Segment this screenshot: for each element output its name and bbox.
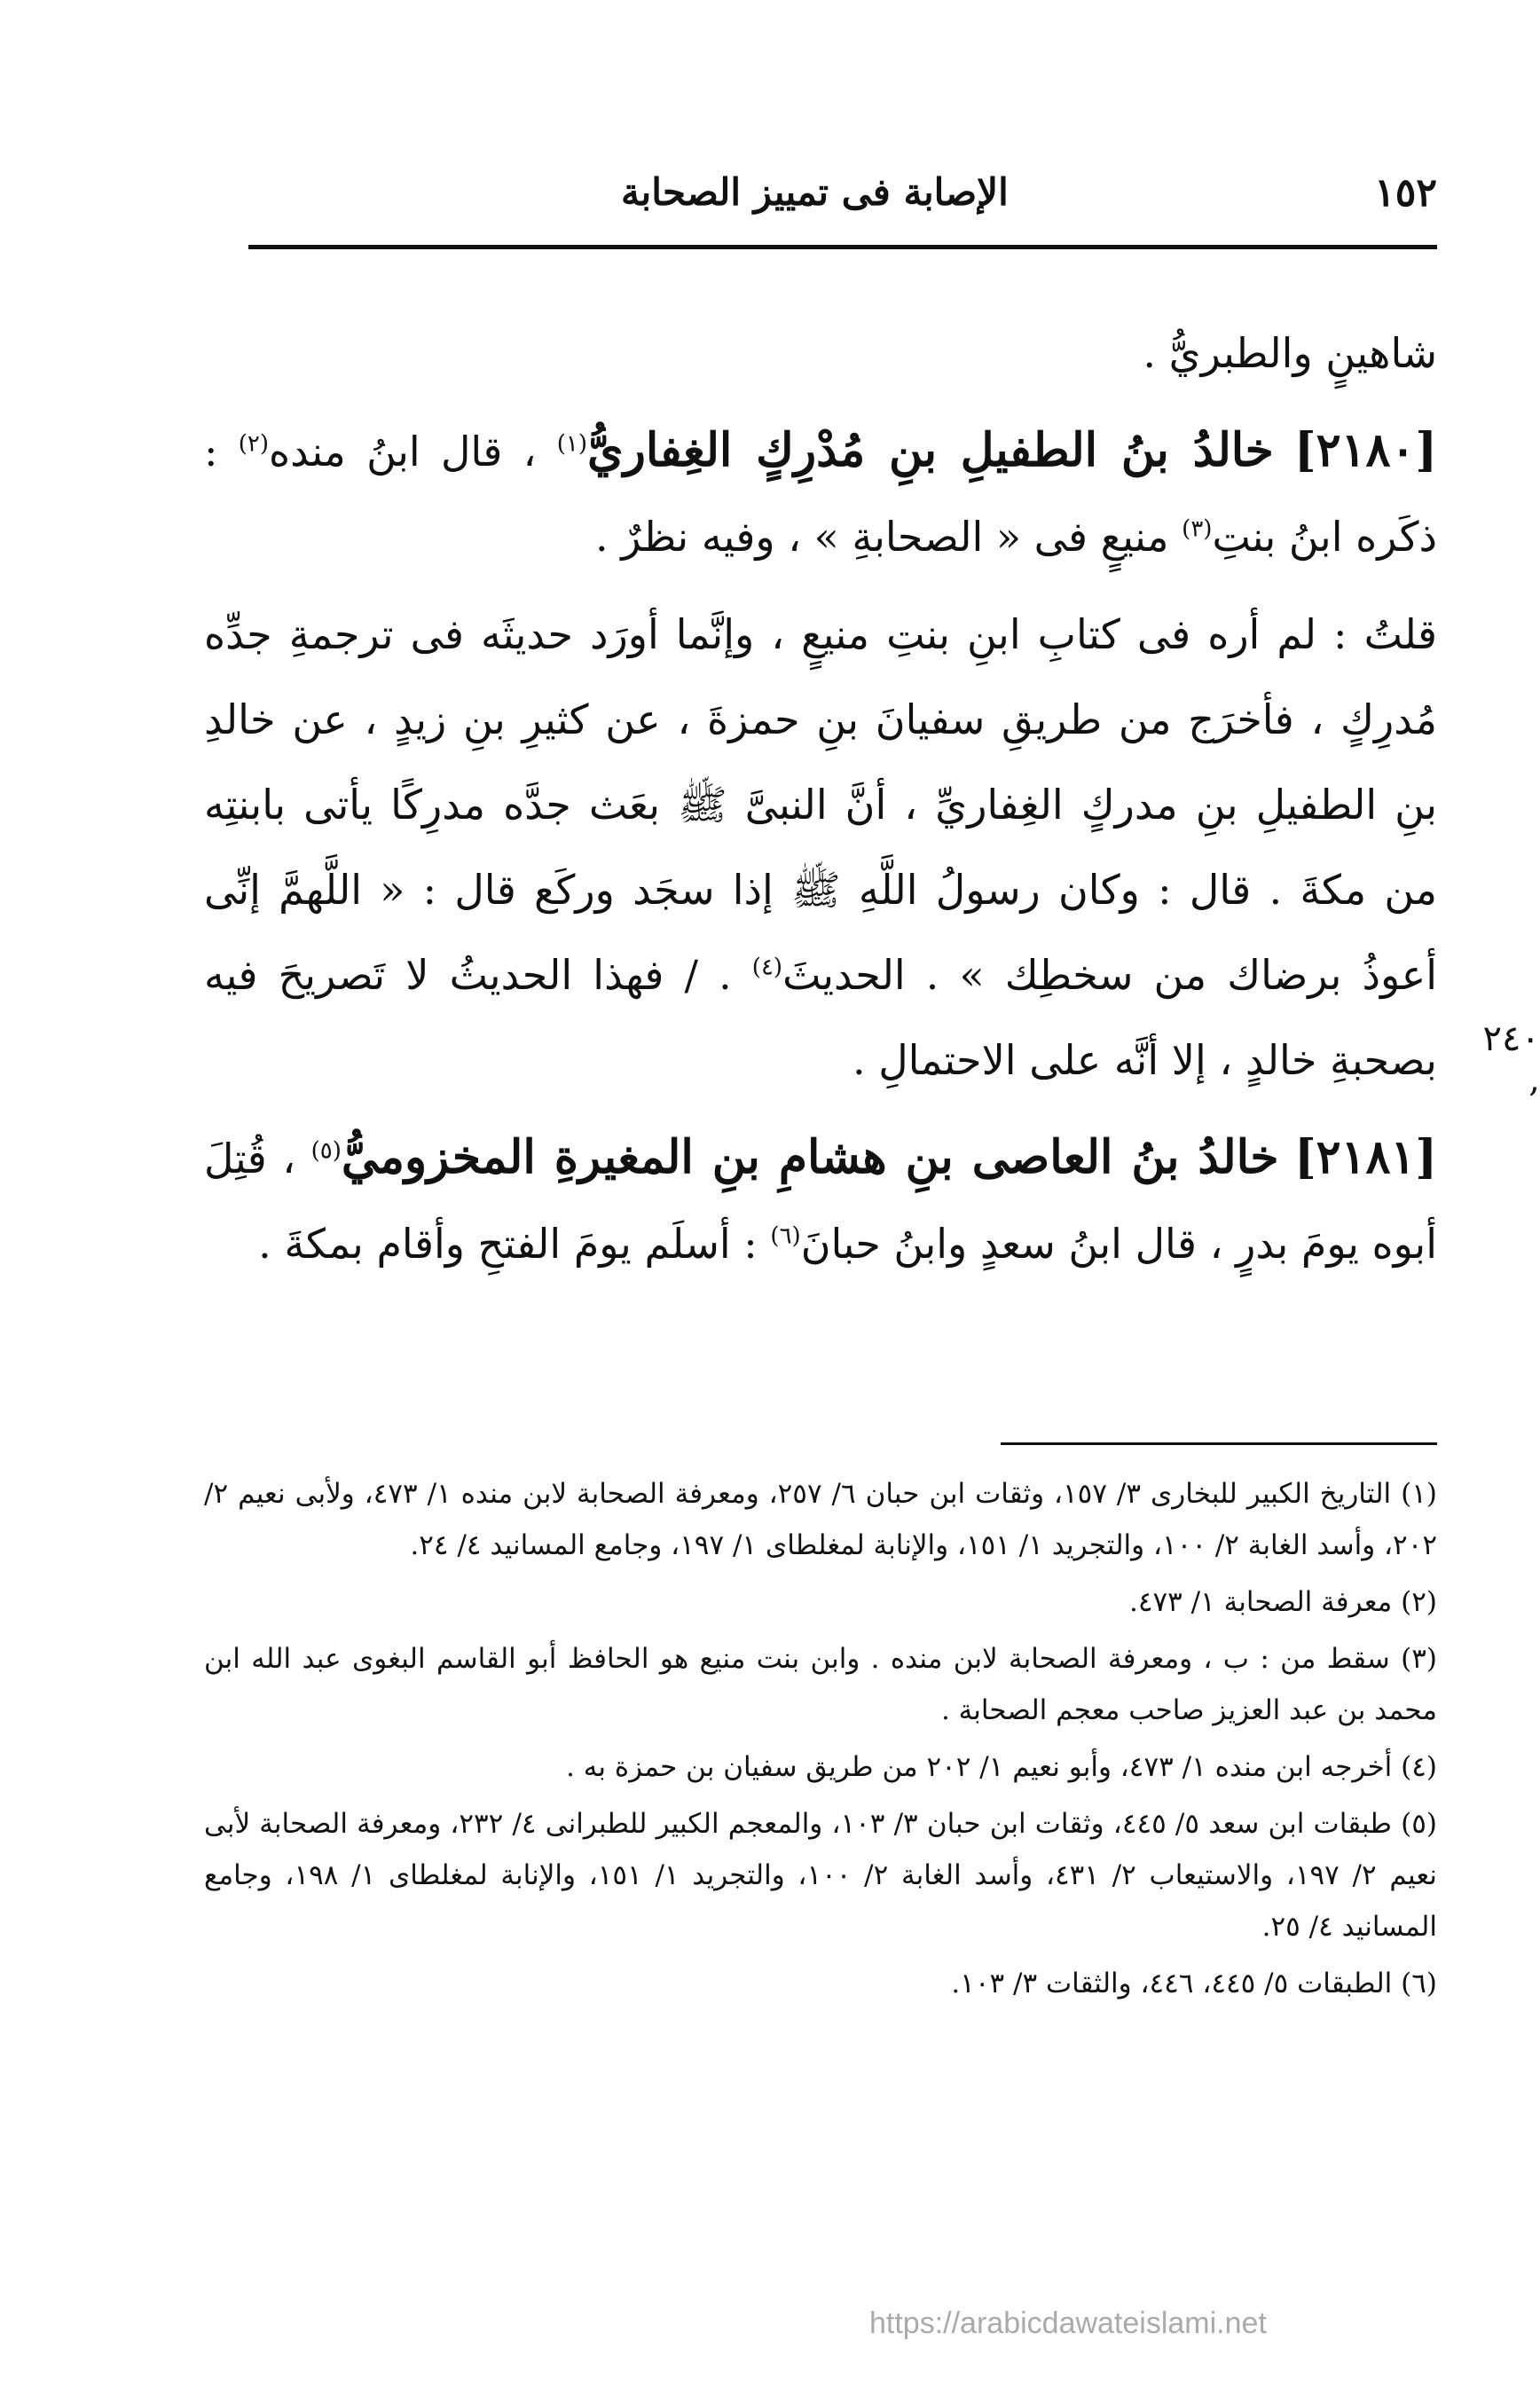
footnote-marker: (٦) [1401,1968,1437,1999]
footnote-rule [1001,1442,1437,1445]
entry-text: ، قُتِلَ أبوه يومَ بدرٍ ، قال ابنُ سعدٍ وابنُ حبانَ [204,1135,1437,1268]
footnote-marker: (١) [1401,1478,1437,1510]
book-title: الإصابة فى تمييز الصحابة [621,170,1009,214]
footnote-ref[interactable]: (٤) [751,954,783,981]
footnote-text: التاريخ الكبير للبخارى ٣/ ١٥٧، وثقات ابن حبان ٦/ ٢٥٧، ومعرفة الصحابة لابن منده ١/ ٤٧٣، ولأبى نعيم ٢/ ٢٠٢، وأسد الغابة ٢/ ١٠٠، والتجريد ١/ ١٥١، والإنابة لمغلطاى ١/ ١٩٧، وجامع المسانيد ٤/ ٢٤. [204,1478,1437,1561]
footnotes [204,1468,1437,2015]
footnote-ref[interactable]: (٣) [1182,515,1213,543]
footnote-item [204,1576,1437,1628]
paragraph-qult [204,592,1437,1103]
footnote-ref[interactable]: (٢) [238,430,270,458]
entry-2181 [204,1115,1437,1286]
footnote-text: أخرجه ابن منده ١/ ٤٧٣، وأبو نعيم ١/ ٢٠٢ من طريق سفيان بن حمزة به . [566,1751,1393,1783]
paragraph-text: . / فهذا الحديثُ لا تَصريحَ فيه بصحبةِ خالدٍ ، إلا أنَّه على الاحتمالِ . [204,951,1437,1084]
footnote-ref[interactable]: (١) [556,430,588,458]
footnote-ref[interactable]: (٥) [310,1137,342,1165]
watermark-url: https://arabicdawateislami.net [869,2306,1267,2340]
footnote-marker: (٤) [1401,1751,1437,1783]
entry-text: منيعٍ فى « الصحابةِ » ، وفيه نظرٌ . [595,513,1169,561]
entry-text: ، قال ابنُ منده [269,428,537,475]
footnote-item [204,1741,1437,1793]
entry-name: خالدُ بنُ العاصى بنِ هشامِ بنِ المغيرةِ المخزوميُّ [341,1130,1279,1184]
header-rule [248,245,1437,249]
footnote-text: معرفة الصحابة ١/ ٤٧٣. [1129,1586,1393,1618]
page-number: ١٥٢ [1374,170,1437,216]
footnote-item [204,1468,1437,1571]
footnote-item [204,1958,1437,2009]
entry-2180 [204,408,1437,579]
footnote-marker: (٣) [1401,1643,1437,1675]
footnote-text: طبقات ابن سعد ٥/ ٤٤٥، وثقات ابن حبان ٣/ ١٠٣، والمعجم الكبير للطبرانى ٤/ ٢٣٢، ومعرفة الصحابة لأبى نعيم ٢/ ١٩٧، والاستيعاب ٢/ ٤٣١، وأسد الغابة ٢/ ١٠٠، والتجريد ١/ ١٥١، والإنابة لمغلطاى ١/ ١٩٨، وجامع المسانيد ٤/ ٢٥. [204,1808,1437,1943]
entry-name: خالدُ بنُ الطفيلِ بنِ مُدْرِكٍ الغِفاريُّ [587,423,1274,477]
entry-text: : أسلَم يومَ الفتحِ وأقام بمكةَ . [258,1220,758,1268]
footnote-text: الطبقات ٥/ ٤٤٥، ٤٤٦، والثقات ٣/ ١٠٣. [951,1968,1393,1999]
entry-number: [٢١٨٠] [1294,423,1437,477]
footnote-ref[interactable]: (٦) [770,1222,801,1250]
entry-text: : ذكَره ابنُ بنتِ [204,428,1437,561]
footnote-marker: (٢) [1401,1586,1437,1618]
footnote-text: سقط من : ب ، ومعرفة الصحابة لابن منده . وابن بنت منيع هو الحافظ أبو القاسم البغوى عبد الله ابن محمد بن عبد العزيز صاحب معجم الصحابة . [204,1643,1437,1726]
footnote-item [204,1633,1437,1736]
page-header [248,167,1437,222]
margin-page-marker: ٢٤٠ , [1482,1018,1540,1100]
paragraph-text: قلتُ : لم أره فى كتابِ ابنِ بنتِ منيعٍ ، وإنَّما أورَد حديثَه فى ترجمةِ جدِّه مُدرِكٍ ، فأخرَج من طريقِ سفيانَ بنِ حمزةَ ، عن كثيرِ بنِ زيدٍ ، عن خالدِ بنِ الطفيلِ بنِ مدركٍ الغِفاريِّ ، أنَّ النبىَّ ﷺ بعَث جدَّه مدرِكًا يأتى بابنتِه من مكةَ . قال : وكان رسولُ اللَّهِ ﷺ إذا سجَد وركَع قال : « اللَّهمَّ إنِّى أعوذُ برضاك من سخطِك » . الحديثَ [204,610,1438,999]
entry-number: [٢١٨١] [1294,1130,1437,1184]
footnote-item [204,1798,1437,1952]
paragraph-continuation: شاهينٍ والطبريُّ . [1143,329,1437,377]
footnote-marker: (٥) [1401,1808,1437,1840]
main-text [204,310,1437,1286]
